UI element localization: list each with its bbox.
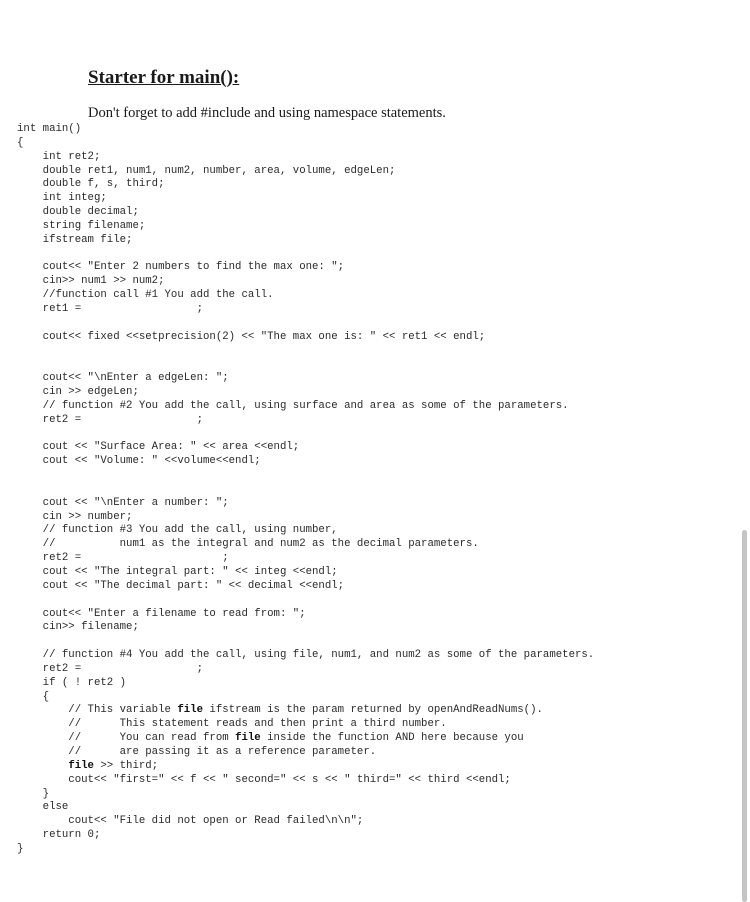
code-line: ret2 = ; xyxy=(17,552,229,565)
code-line xyxy=(17,345,594,359)
code-line: string filename; xyxy=(17,219,146,232)
code-line: // function #4 You add the call, using file, num1, and num2 as some of the parameters. xyxy=(17,649,595,662)
code-line: cout << "\nEnter a number: "; xyxy=(17,496,229,509)
code-line: cin>> num1 >> num2; xyxy=(17,275,165,288)
code-line xyxy=(17,428,594,442)
code-line: file >> third; xyxy=(68,759,159,772)
vertical-scrollbar[interactable] xyxy=(742,530,747,902)
code-line: // are passing it as a reference parameter. xyxy=(17,745,377,758)
code-line: cout << "Volume: " <<volume<<endl; xyxy=(17,455,261,468)
code-line: } xyxy=(17,842,24,855)
code-line: cin >> edgeLen; xyxy=(17,386,139,399)
code-line: cout<< fixed <<setprecision(2) << "The max one is: " << ret1 << endl; xyxy=(17,330,486,343)
code-block xyxy=(17,123,594,857)
code-line: return 0; xyxy=(17,829,101,842)
code-line: cout<< "Enter 2 numbers to find the max one: "; xyxy=(17,261,345,274)
code-line: ret2 = ; xyxy=(17,413,203,426)
code-line xyxy=(17,317,594,331)
code-line: double ret1, num1, num2, number, area, volume, edgeLen; xyxy=(17,164,396,177)
code-line: // This variable file ifstream is the param returned by openAndReadNums(). xyxy=(17,704,543,717)
code-line: // This statement reads and then print a third number. xyxy=(17,718,447,731)
code-line: // num1 as the integral and num2 as the decimal parameters. xyxy=(17,538,479,551)
code-line: if ( ! ret2 ) xyxy=(17,676,127,689)
code-line: int ret2; xyxy=(17,150,101,163)
code-line: // You can read from file inside the function AND here because you xyxy=(17,732,524,745)
code-line: else xyxy=(17,801,69,814)
code-line: cout<< "\nEnter a edgeLen: "; xyxy=(17,372,229,385)
code-line: cout<< "File did not open or Read failed\n\n"; xyxy=(17,815,364,828)
code-line: int main() xyxy=(17,123,82,135)
code-line: //function call #1 You add the call. xyxy=(17,289,274,302)
code-line: ret2 = ; xyxy=(17,662,203,675)
code-line: ifstream file; xyxy=(17,233,133,246)
code-line: cin >> number; xyxy=(17,510,133,523)
code-line xyxy=(17,358,594,372)
code-line: { xyxy=(17,690,50,703)
code-line xyxy=(17,469,594,483)
code-line: } xyxy=(17,787,50,800)
code-line xyxy=(17,248,594,262)
code-line: // function #2 You add the call, using surface and area as some of the parameters. xyxy=(17,399,569,412)
code-line: { xyxy=(17,136,24,149)
page-title: Starter for main(): xyxy=(88,67,240,88)
code-line: cout << "The decimal part: " << decimal <<endl; xyxy=(17,579,345,592)
code-line: // function #3 You add the call, using number, xyxy=(17,524,338,537)
code-line: cout << "Surface Area: " << area <<endl; xyxy=(17,441,300,454)
code-line: int integ; xyxy=(17,192,107,205)
code-line xyxy=(17,594,594,608)
code-line: ret1 = ; xyxy=(17,302,203,315)
code-line: cin>> filename; xyxy=(17,621,139,634)
code-line: cout << "The integral part: " << integ <<endl; xyxy=(17,566,338,578)
code-line: double f, s, third; xyxy=(17,178,165,191)
code-line xyxy=(17,635,594,649)
code-line: cout<< "Enter a filename to read from: "; xyxy=(17,607,306,620)
code-line xyxy=(17,483,594,497)
include-reminder-note: Don't forget to add #include and using namespace statements. xyxy=(88,105,446,121)
code-line: cout<< "first=" << f << " second=" << s << " third=" << third <<endl; xyxy=(17,773,511,786)
code-line: double decimal; xyxy=(17,206,139,219)
